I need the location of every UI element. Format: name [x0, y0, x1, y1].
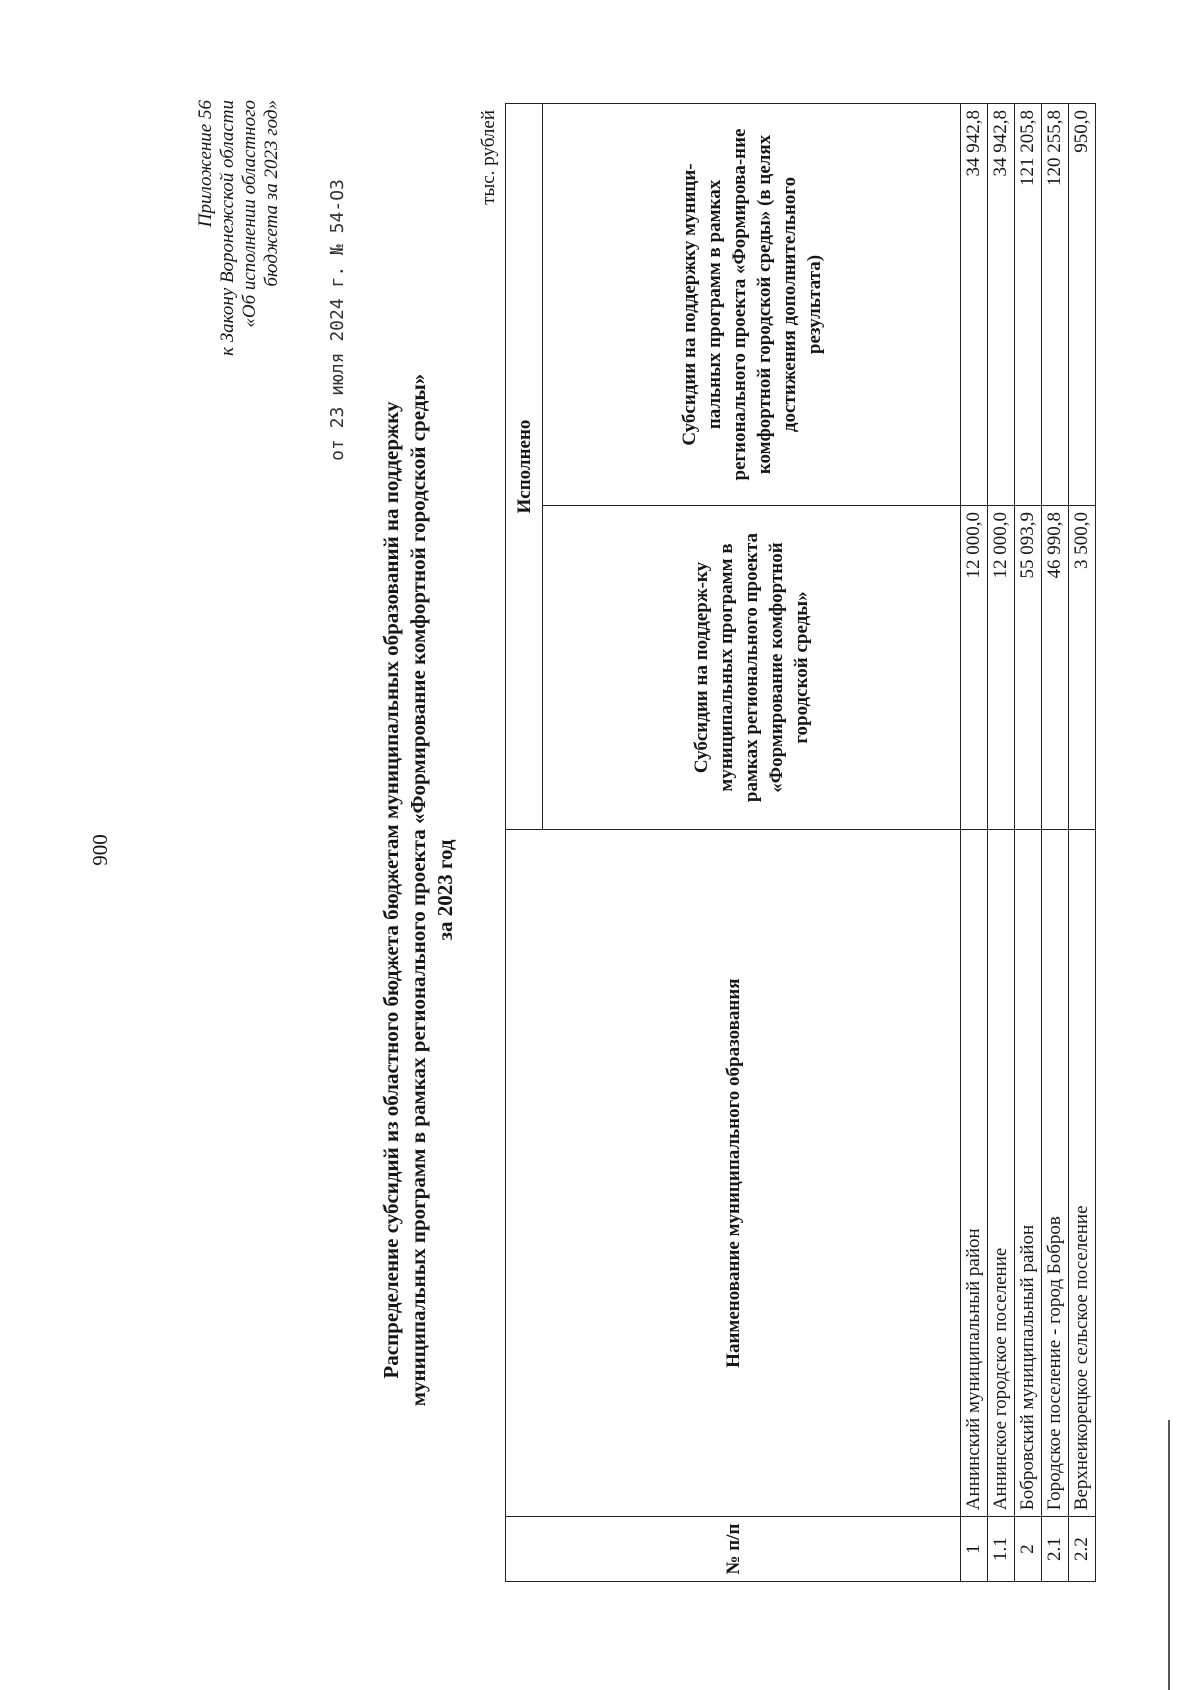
row-value-2: 121 205,8 [1015, 104, 1042, 506]
row-value-2: 34 942,8 [961, 104, 988, 506]
row-value-1: 3 500,0 [1069, 505, 1096, 829]
appendix-line: бюджета за 2023 год» [261, 100, 282, 287]
appendix-block [195, 100, 283, 540]
row-name: Городское поселение - город Бобров [1042, 830, 1069, 1517]
table-row [1069, 104, 1096, 1582]
title-line: Распределение субсидий из областного бюджета бюджетам муниципальных образований на поддержку [379, 401, 403, 1379]
row-value-1: 12 000,0 [988, 505, 1015, 829]
row-name: Верхнеикорецкое сельское поселение [1069, 830, 1096, 1517]
header-executed: Исполнено [506, 104, 543, 830]
page-number: 900 [88, 834, 112, 866]
title-line: муниципальных программ в рамках регионального проекта «Формирование комфортной городской среды» [406, 373, 430, 1407]
table-row [1042, 104, 1069, 1582]
row-name: Аннинский муниципальный район [961, 830, 988, 1517]
row-value-2: 120 255,8 [1042, 104, 1069, 506]
table-row [961, 104, 988, 1582]
row-value-2: 950,0 [1069, 104, 1096, 506]
row-value-1: 12 000,0 [961, 505, 988, 829]
row-num: 1 [961, 1517, 988, 1582]
scan-edge-line [1168, 1420, 1170, 1690]
table-row [1015, 104, 1042, 1582]
row-value-1: 46 990,8 [1042, 505, 1069, 829]
title-line: за 2023 год [433, 839, 457, 941]
row-num: 2 [1015, 1517, 1042, 1582]
row-name: Бобровский муниципальный район [1015, 830, 1042, 1517]
row-value-2: 34 942,8 [988, 104, 1015, 506]
table-row [988, 104, 1015, 1582]
header-col1: Субсидии на поддерж-ку муниципальных программ в рамках регионального проекта «Формирование комфортной городской среды» [543, 505, 961, 829]
header-num: № п/п [506, 1517, 961, 1582]
appendix-line: к Закону Воронежской области [217, 100, 238, 356]
units-label: тыс. рублей [478, 110, 499, 205]
row-value-1: 55 093,9 [1015, 505, 1042, 829]
document-title [378, 250, 459, 1530]
law-date: от 23 июля 2024 г. № 54-ОЗ [327, 179, 348, 461]
row-num: 2.2 [1069, 1517, 1096, 1582]
header-col2: Субсидии на поддержку муници-пальных программ в рамках регионального проекта «Формирова-ние комфортной городской среды» (в целях достижения дополнительного результата) [543, 104, 961, 506]
header-name: Наименование муниципального образования [506, 830, 961, 1517]
appendix-line: «Об исполнении областного [239, 100, 260, 328]
row-name: Аннинское городское поселение [988, 830, 1015, 1517]
subsidy-table [505, 103, 1096, 1582]
row-num: 2.1 [1042, 1517, 1069, 1582]
row-num: 1.1 [988, 1517, 1015, 1582]
appendix-line: Приложение 56 [195, 100, 216, 228]
